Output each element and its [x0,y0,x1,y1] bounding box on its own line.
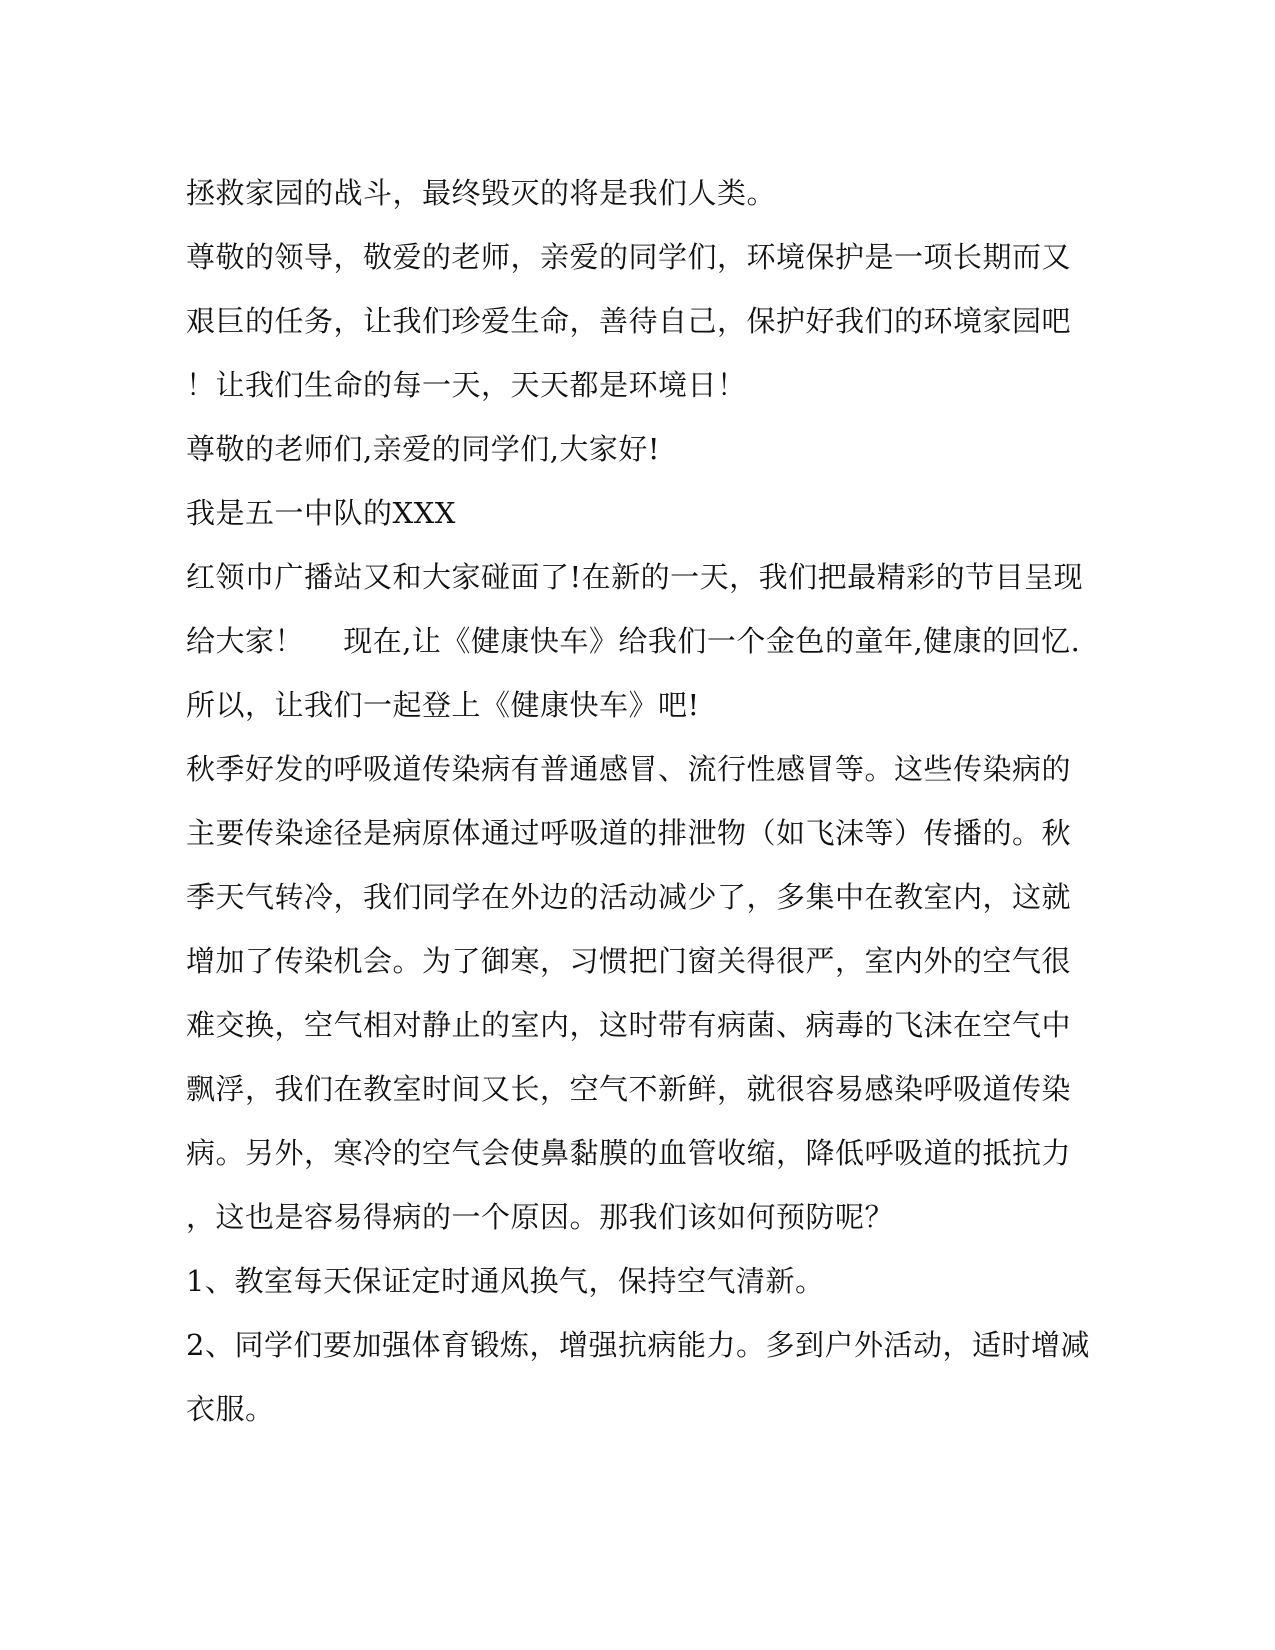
text-line: 难交换，空气相对静止的室内，这时带有病菌、病毒的飞沫在空气中 [186,1008,1072,1042]
text-line: 季天气转冷，我们同学在外边的活动减少了，多集中在教室内，这就 [186,880,1072,914]
text-line: 艰巨的任务，让我们珍爱生命，善待自己，保护好我们的环境家园吧 [186,304,1072,338]
text-line: 秋季好发的呼吸道传染病有普通感冒、流行性感冒等。这些传染病的 [186,752,1072,786]
text-line: 衣服。 [186,1392,275,1426]
document-body [186,161,1090,1441]
text-line: 我是五一中队的XXX [186,496,456,530]
text-line: 尊敬的老师们,亲爱的同学们,大家好! [186,432,661,466]
text-line: 给大家！ 现在,让《健康快车》给我们一个金色的童年,健康的回忆. [186,624,1081,658]
text-line: 病。另外，寒冷的空气会使鼻黏膜的血管收缩，降低呼吸道的抵抗力 [186,1136,1072,1170]
text-line: 飘浮，我们在教室时间又长，空气不新鲜，就很容易感染呼吸道传染 [186,1072,1072,1106]
text-line: 主要传染途径是病原体通过呼吸道的排泄物（如飞沫等）传播的。秋 [186,816,1072,850]
text-line: 2、同学们要加强体育锻炼，增强抗病能力。多到户外活动，适时增减 [186,1328,1090,1362]
text-line: ，这也是容易得病的一个原因。那我们该如何预防呢？ [186,1200,895,1234]
text-line: 红领巾广播站又和大家碰面了!在新的一天，我们把最精彩的节目呈现 [186,560,1084,594]
text-line: 1、教室每天保证定时通风换气，保持空气清新。 [186,1264,825,1298]
text-line: 增加了传染机会。为了御寒，习惯把门窗关得很严，室内外的空气很 [186,944,1072,978]
text-line: 拯救家园的战斗，最终毁灭的将是我们人类。 [186,176,777,210]
text-line: ！让我们生命的每一天，天天都是环境日！ [186,368,747,402]
text-line: 所以，让我们一起登上《健康快车》吧! [186,688,700,722]
text-line: 尊敬的领导，敬爱的老师，亲爱的同学们，环境保护是一项长期而又 [186,240,1072,274]
